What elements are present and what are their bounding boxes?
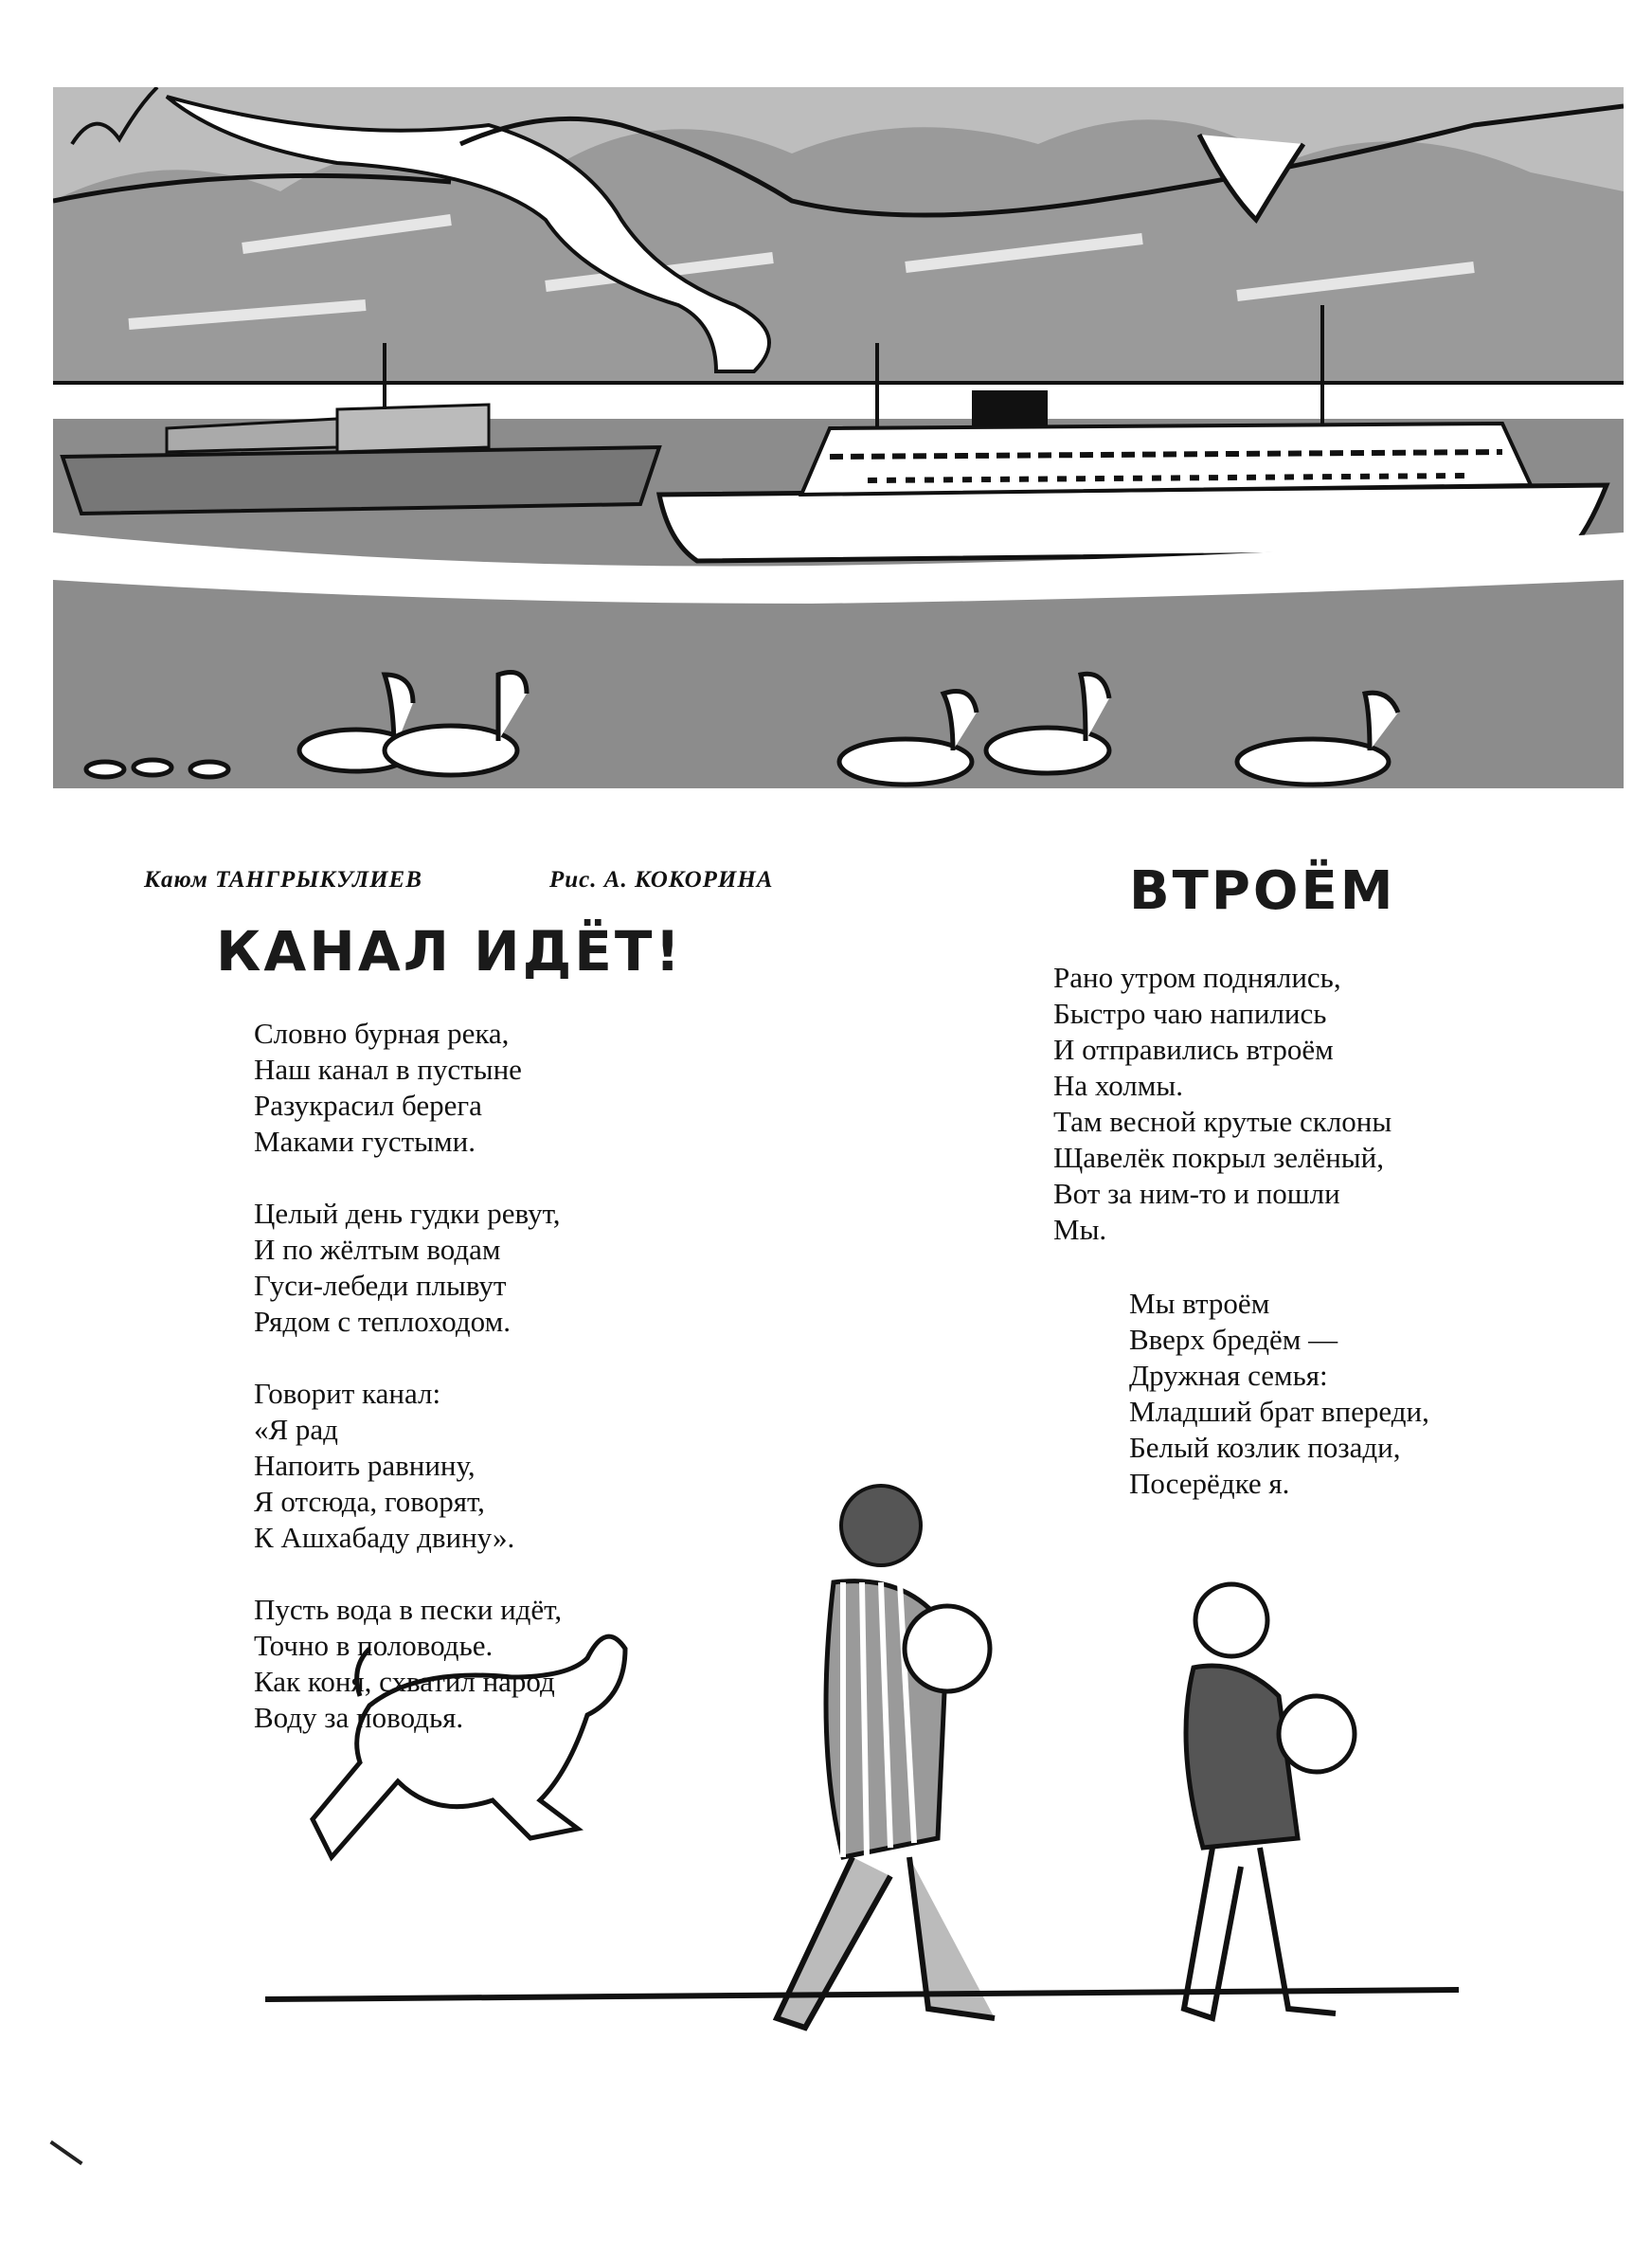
poem-line: Рано утром поднялись, [1053,961,1341,994]
poem2-title: ВТРОЁМ [1129,860,1396,922]
corner-mark [49,2140,82,2165]
poem1-body [254,1016,562,1772]
poem1-stanza-1 [254,1016,562,1160]
poem-line: Разукрасил берега [254,1089,482,1122]
poem1-title: КАНАЛ ИДЁТ! [216,919,683,984]
poem2-stanza-2 [1129,1286,1429,1502]
poem-line: «Я рад [254,1413,338,1446]
poem-line: Вот за ним-то и пошли [1053,1177,1340,1210]
poem-line: Дружная семья: [1129,1359,1328,1392]
poem-line: К Ашхабаду двину». [254,1521,515,1554]
poem-line: Посерёдке я. [1129,1467,1290,1500]
poem-line: Мы втроём [1129,1287,1270,1320]
poem2-stanza-1 [1053,960,1392,1248]
poem-line: Белый козлик позади, [1129,1431,1401,1464]
poem-line: И отправились втроём [1053,1033,1334,1066]
poem-line: И по жёлтым водам [254,1233,501,1266]
water-upper [53,381,1624,419]
poem-line: Говорит канал: [254,1377,441,1410]
illustration-children-goat [0,1459,1652,2047]
poem-line: Наш канал в пустыне [254,1053,522,1086]
poem-line: Мы. [1053,1213,1107,1246]
boy-older [777,1486,995,2028]
poem-line: Маками густыми. [254,1125,476,1158]
ground-line [265,1990,1459,1999]
poem-line: Целый день гудки ревут, [254,1197,561,1230]
poem1-stanza-4 [254,1592,562,1736]
poem-line: Как коня, схватил народ [254,1665,555,1698]
poem-line: Точно в половодье. [254,1629,494,1662]
poem-line: На холмы. [1053,1069,1183,1102]
poem1-stanza-3 [254,1376,562,1556]
illustration-canal-ships [53,87,1624,788]
poem-line: Щавелёк покрыл зелёный, [1053,1141,1384,1174]
poem-line: Младший брат впереди, [1129,1395,1429,1428]
author-credit: Каюм ТАНГРЫКУЛИЕВ [144,867,422,893]
poem-line: Словно бурная река, [254,1017,510,1050]
poem-line: Рядом с теплоходом. [254,1305,511,1338]
poem-line: Вверх бредём — [1129,1323,1338,1356]
poem-line: Пусть вода в пески идёт, [254,1593,563,1626]
poem-line: Быстро чаю напились [1053,997,1327,1030]
poem-line: Там весной крутые склоны [1053,1105,1392,1138]
poem1-stanza-2 [254,1196,562,1340]
poem-line: Я отсюда, говорят, [254,1485,485,1518]
poem-line: Гуси-лебеди плывут [254,1269,507,1302]
boy-younger [1184,1584,1355,2018]
poem-line: Напоить равнину, [254,1449,476,1482]
poem-line: Воду за поводья. [254,1701,464,1734]
artist-credit: Рис. А. КОКОРИНА [549,867,774,893]
